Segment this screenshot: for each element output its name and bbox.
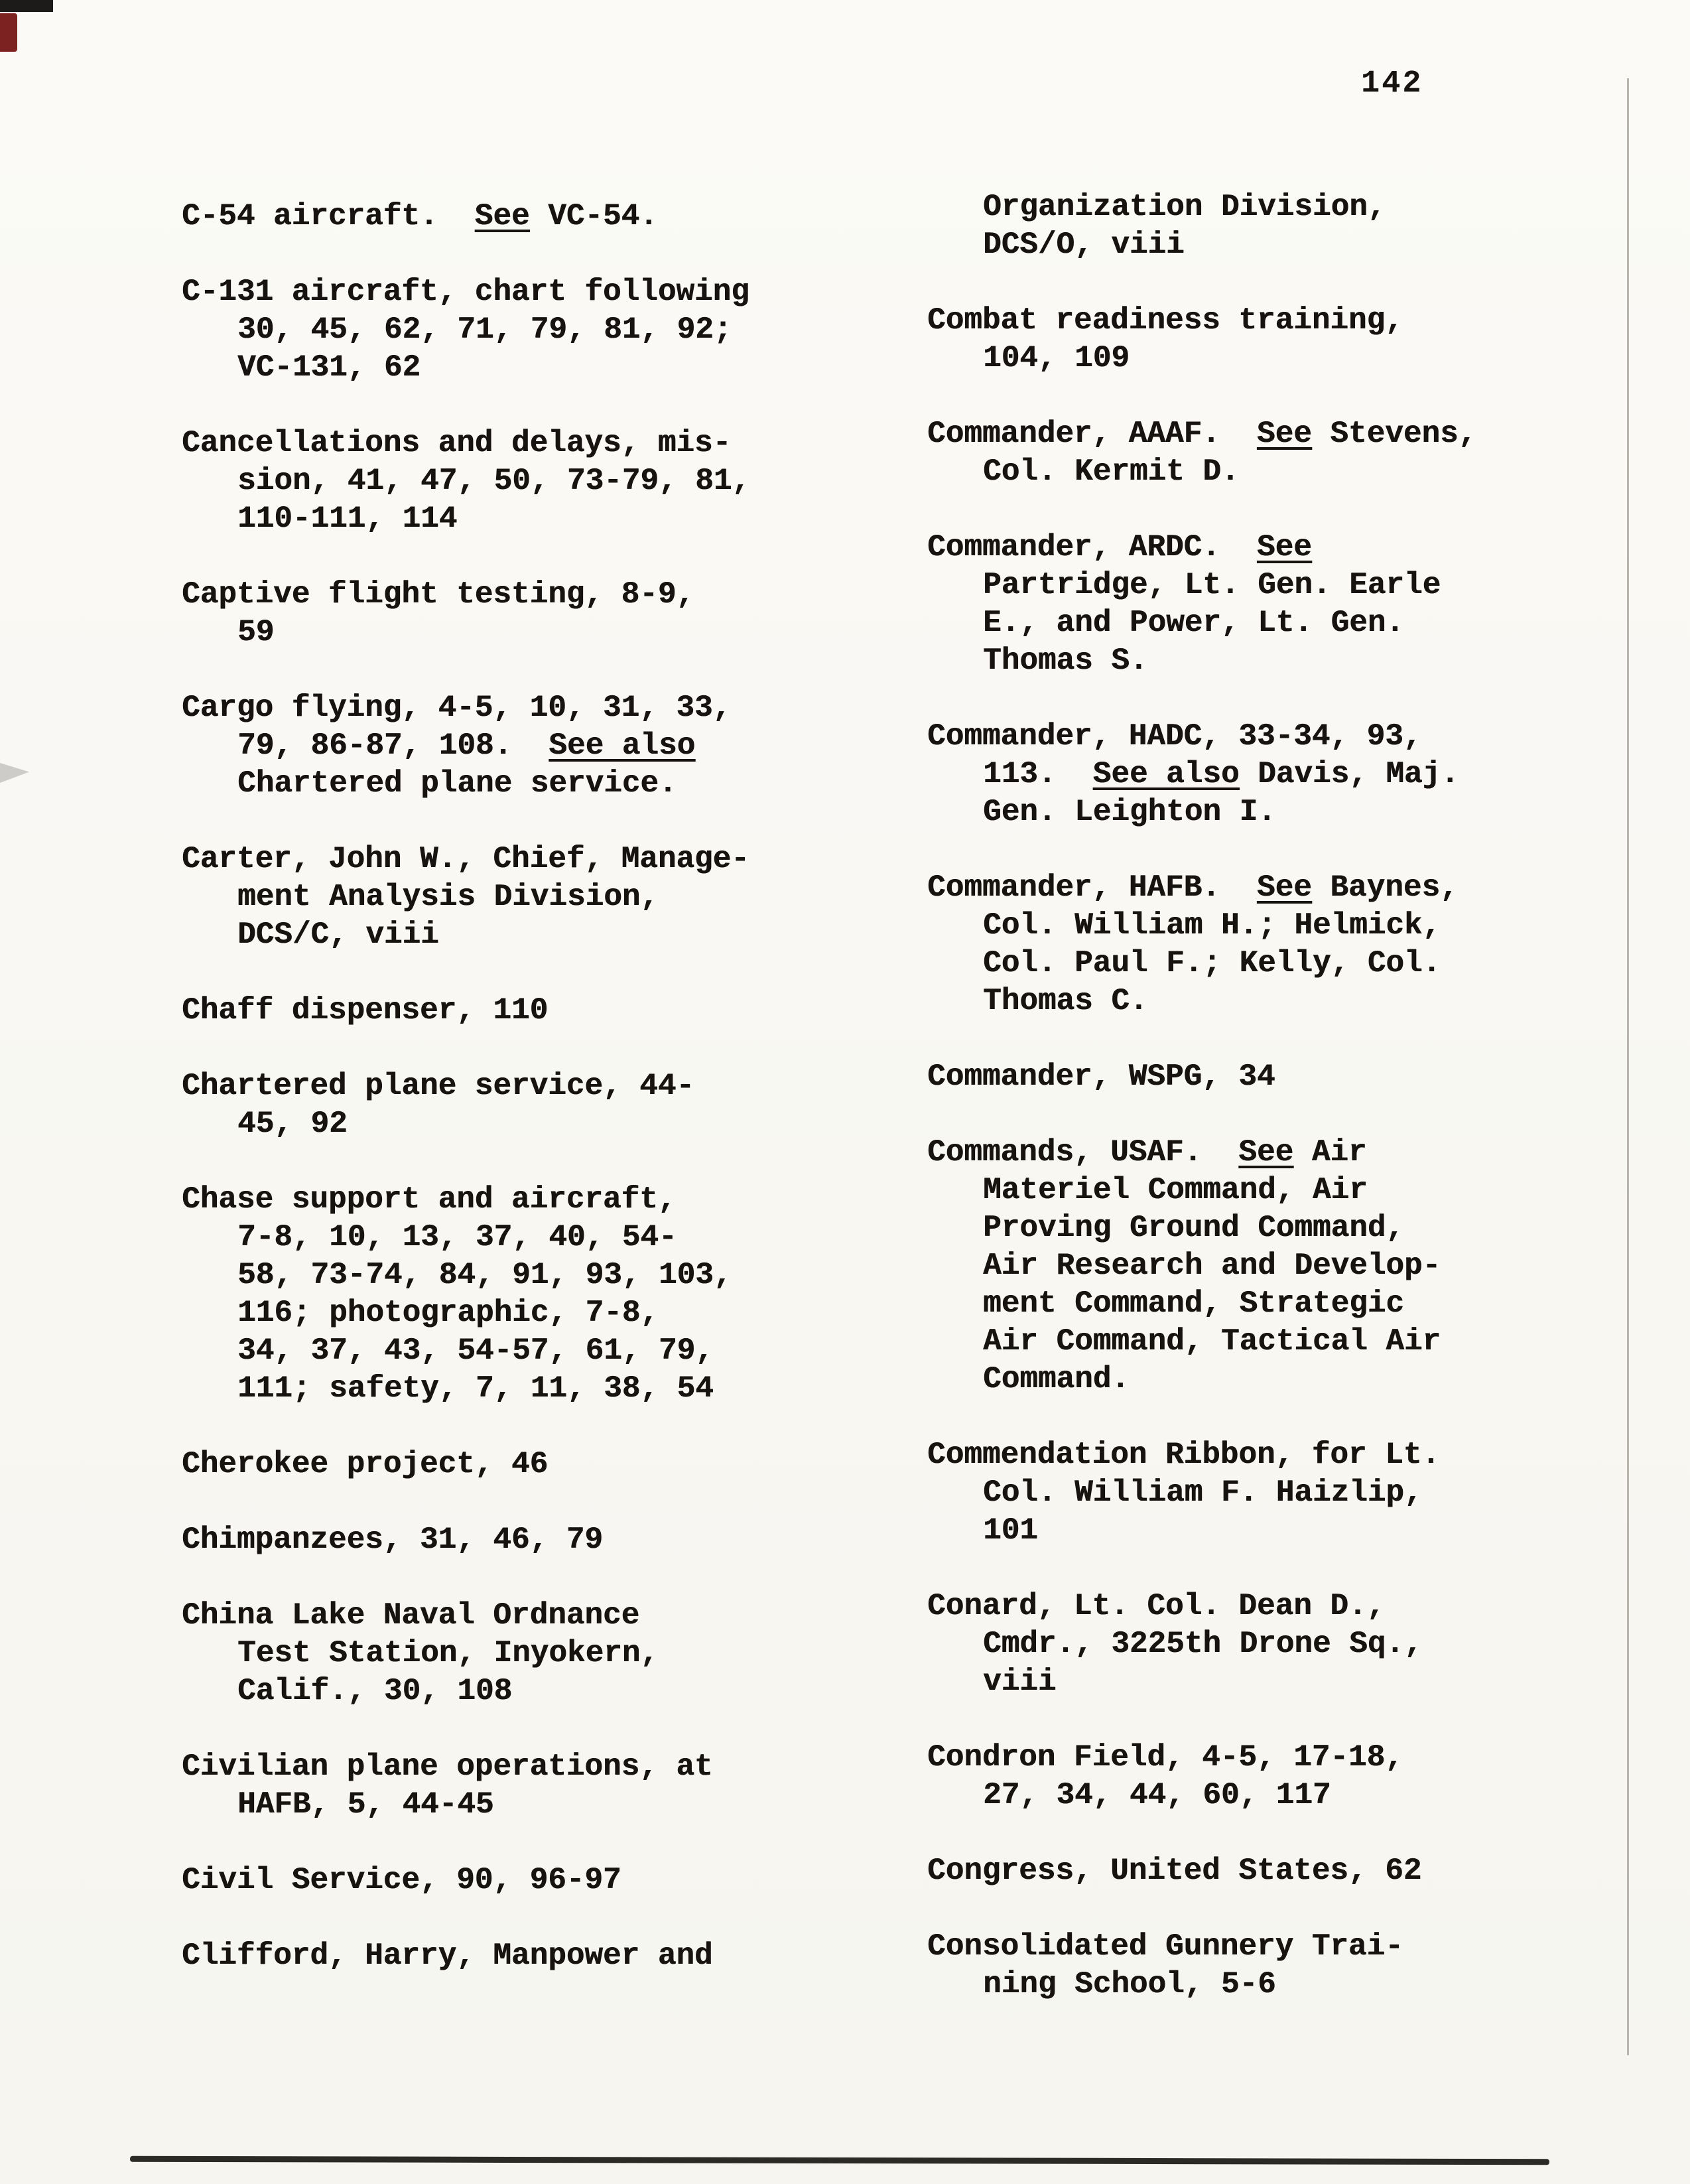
index-line <box>927 1625 1663 1663</box>
index-text: HAFB, 5, 44-45 <box>237 1787 494 1822</box>
index-text: Gen. Leighton I. <box>983 795 1276 829</box>
index-line <box>927 718 1663 756</box>
index-text: E., and Power, Lt. Gen. <box>983 606 1404 640</box>
index-text: Chartered plane service. <box>237 766 677 801</box>
index-line <box>927 1777 1663 1814</box>
index-text: Thomas C. <box>983 984 1148 1018</box>
index-text: Col. William H.; Helmick, <box>983 908 1441 943</box>
index-text: 104, 109 <box>983 341 1130 375</box>
index-line <box>182 1181 925 1219</box>
index-entry <box>927 1852 1663 1890</box>
index-line <box>927 340 1663 377</box>
index-text: Chaff dispenser, 110 <box>182 993 549 1028</box>
index-entry-continuation <box>927 188 1663 264</box>
index-line <box>182 1219 925 1257</box>
index-text: 27, 34, 44, 60, 117 <box>983 1778 1331 1812</box>
index-line <box>182 1748 925 1786</box>
index-text: Commander, ARDC. <box>927 530 1257 565</box>
index-text: Commander, WSPG, 34 <box>927 1059 1275 1094</box>
index-entry <box>182 689 925 803</box>
index-line <box>927 1739 1663 1777</box>
index-text: DCS/O, viii <box>983 228 1185 262</box>
index-line <box>927 1058 1663 1096</box>
index-text: 111; safety, 7, 11, 38, 54 <box>237 1371 714 1406</box>
index-text: Air Research and Develop- <box>983 1249 1441 1283</box>
index-entry <box>182 198 925 236</box>
index-line <box>927 188 1663 226</box>
index-text: Commands, USAF. <box>927 1135 1239 1170</box>
cross-reference-text: See <box>1238 1135 1294 1170</box>
index-line <box>182 1332 925 1370</box>
index-line <box>182 1672 925 1710</box>
index-entry <box>182 1446 925 1483</box>
index-text: Davis, Maj. <box>1239 757 1459 791</box>
index-text: Stevens, <box>1311 417 1477 451</box>
index-text: Air Command, Tactical Air <box>983 1324 1441 1359</box>
index-entry <box>182 1521 925 1559</box>
index-text: Test Station, Inyokern, <box>237 1636 659 1671</box>
index-text: Consolidated Gunnery Trai- <box>927 1929 1403 1964</box>
index-text: sion, 41, 47, 50, 73-79, 81, <box>237 464 750 498</box>
index-text: Thomas S. <box>983 644 1148 678</box>
index-line <box>182 311 925 349</box>
index-text: Chimpanzees, 31, 46, 79 <box>182 1523 603 1557</box>
index-text: 7-8, 10, 13, 37, 40, 54- <box>237 1220 677 1255</box>
index-line <box>182 916 925 954</box>
index-line <box>182 1521 925 1559</box>
index-text: 58, 73-74, 84, 91, 93, 103, <box>237 1258 732 1292</box>
index-line <box>927 226 1663 264</box>
index-entry <box>182 1862 925 1899</box>
index-line <box>927 604 1663 642</box>
index-line <box>182 273 925 311</box>
index-text: C-131 aircraft, chart following <box>182 275 749 309</box>
index-line <box>182 1105 925 1143</box>
index-entry <box>927 1739 1663 1814</box>
index-line <box>927 1512 1663 1550</box>
index-text: Commander, HAFB. <box>927 870 1257 905</box>
index-text: 116; photographic, 7-8, <box>237 1296 659 1330</box>
index-text: Clifford, Harry, Manpower and <box>182 1939 713 1973</box>
index-line <box>927 1588 1663 1625</box>
index-text: viii <box>983 1665 1057 1699</box>
scan-artifact-top-black-mark <box>0 0 53 12</box>
index-entry <box>182 1067 925 1143</box>
index-text: 79, 86-87, 108. <box>237 728 549 763</box>
index-text: Cmdr., 3225th Drone Sq., <box>983 1627 1423 1661</box>
index-text: Commander, AAAF. <box>927 417 1257 451</box>
scan-artifact-red-mark <box>0 13 17 52</box>
index-text: Calif., 30, 108 <box>237 1674 513 1708</box>
index-text: Col. Kermit D. <box>983 454 1240 489</box>
index-entry <box>927 302 1663 377</box>
index-line <box>182 1635 925 1672</box>
index-entry <box>927 718 1663 831</box>
index-text: VC-131, 62 <box>237 350 421 385</box>
index-line <box>927 1663 1663 1701</box>
index-line <box>927 793 1663 831</box>
index-entry <box>182 425 925 538</box>
cross-reference-text: See <box>1256 870 1312 905</box>
index-text: 113. <box>983 757 1093 791</box>
index-line <box>182 198 925 236</box>
index-line <box>927 529 1663 567</box>
index-text: China Lake Naval Ordnance <box>182 1598 640 1633</box>
cross-reference-text: See also <box>549 728 696 763</box>
index-line <box>927 302 1663 340</box>
index-line <box>927 1285 1663 1323</box>
index-line <box>182 1446 925 1483</box>
index-line <box>182 841 925 878</box>
index-text: Chartered plane service, 44- <box>182 1069 694 1103</box>
index-entry <box>927 529 1663 680</box>
index-line <box>182 1862 925 1899</box>
page-number: 142 <box>1361 66 1423 102</box>
index-entry <box>927 1928 1663 2004</box>
index-line <box>927 869 1663 907</box>
index-text: Conard, Lt. Col. Dean D., <box>927 1589 1386 1623</box>
index-text: 45, 92 <box>237 1107 348 1141</box>
index-text: Proving Ground Command, <box>983 1211 1404 1245</box>
index-line <box>927 415 1663 453</box>
index-line <box>182 1937 925 1975</box>
index-line <box>927 1966 1663 2004</box>
index-entry <box>182 1597 925 1710</box>
index-line <box>927 453 1663 491</box>
index-line <box>182 1597 925 1635</box>
index-line <box>182 727 925 765</box>
index-line <box>927 1247 1663 1285</box>
index-text: VC-54. <box>529 199 658 234</box>
index-text: Col. William F. Haizlip, <box>983 1475 1423 1510</box>
index-text: Air <box>1293 1135 1367 1170</box>
index-line <box>927 567 1663 604</box>
index-text: Col. Paul F.; Kelly, Col. <box>983 946 1441 981</box>
index-text: C-54 aircraft. <box>182 199 475 234</box>
index-line <box>182 1370 925 1408</box>
index-line <box>182 349 925 387</box>
scan-artifact-left-smudge <box>0 763 29 783</box>
index-text: Baynes, <box>1311 870 1459 905</box>
index-line <box>182 765 925 803</box>
index-line <box>182 689 925 727</box>
index-entry <box>182 992 925 1030</box>
index-line <box>927 1474 1663 1512</box>
index-column-left <box>182 198 925 2013</box>
index-line <box>927 642 1663 680</box>
index-line <box>182 992 925 1030</box>
index-text: Congress, United States, 62 <box>927 1854 1422 1888</box>
index-text: 59 <box>237 615 275 649</box>
index-entry <box>927 1134 1663 1399</box>
cross-reference-text: See also <box>1092 757 1240 791</box>
index-line <box>182 462 925 500</box>
index-text: Commendation Ribbon, for Lt. <box>927 1438 1440 1472</box>
index-text: Materiel Command, Air <box>983 1173 1368 1207</box>
index-text: Cherokee project, 46 <box>182 1447 549 1481</box>
index-line <box>182 1257 925 1294</box>
index-line <box>182 1067 925 1105</box>
index-entry <box>182 273 925 387</box>
index-entry <box>182 1181 925 1408</box>
index-text: ment Command, Strategic <box>983 1286 1404 1321</box>
index-text: Cancellations and delays, mis- <box>182 426 732 460</box>
index-line <box>182 878 925 916</box>
index-line <box>927 1436 1663 1474</box>
index-text: Civilian plane operations, at <box>182 1749 713 1784</box>
scan-artifact-bottom-line <box>130 2156 1549 2165</box>
index-line <box>927 1361 1663 1399</box>
index-entry <box>927 1058 1663 1096</box>
index-entry <box>927 1436 1663 1550</box>
index-line <box>927 1323 1663 1361</box>
index-text: Combat readiness training, <box>927 303 1403 338</box>
index-line <box>927 1172 1663 1209</box>
index-text: Organization Division, <box>983 190 1386 224</box>
index-line <box>182 1294 925 1332</box>
index-line <box>182 614 925 651</box>
index-entry <box>182 576 925 651</box>
index-line <box>927 983 1663 1020</box>
index-line <box>182 500 925 538</box>
index-text: Carter, John W., Chief, Manage- <box>182 842 749 876</box>
index-entry <box>927 415 1663 491</box>
index-text: 101 <box>983 1513 1038 1548</box>
index-entry <box>927 1588 1663 1701</box>
index-line <box>927 945 1663 983</box>
index-text: 30, 45, 62, 71, 79, 81, 92; <box>237 312 732 347</box>
index-text: Partridge, Lt. Gen. Earle <box>983 568 1441 602</box>
index-text: Chase support and aircraft, <box>182 1182 677 1217</box>
index-text: 34, 37, 43, 54-57, 61, 79, <box>237 1333 714 1368</box>
index-line <box>927 1209 1663 1247</box>
index-text: Condron Field, 4-5, 17-18, <box>927 1740 1403 1775</box>
cross-reference-text: See <box>1256 417 1312 451</box>
index-text: Cargo flying, 4-5, 10, 31, 33, <box>182 691 732 725</box>
index-text: DCS/C, viii <box>237 918 439 952</box>
index-text: ning School, 5-6 <box>983 1967 1276 2002</box>
cross-reference-text: See <box>474 199 530 234</box>
index-entry <box>182 1937 925 1975</box>
index-text: ment Analysis Division, <box>237 880 659 914</box>
index-entry <box>927 869 1663 1020</box>
cross-reference-text: See <box>1256 530 1312 565</box>
index-entry <box>182 1748 925 1824</box>
index-entry <box>182 841 925 954</box>
index-line <box>927 1928 1663 1966</box>
index-line <box>927 1134 1663 1172</box>
index-text: Commander, HADC, 33-34, 93, <box>927 719 1422 754</box>
index-line <box>927 907 1663 945</box>
index-line <box>927 1852 1663 1890</box>
index-line <box>182 1786 925 1824</box>
index-line <box>182 425 925 462</box>
index-text: Captive flight testing, 8-9, <box>182 577 694 612</box>
index-line <box>927 756 1663 793</box>
index-text: Command. <box>983 1362 1130 1397</box>
index-text: Civil Service, 90, 96-97 <box>182 1863 621 1897</box>
index-text: 110-111, 114 <box>237 502 458 536</box>
index-line <box>182 576 925 614</box>
index-column-right <box>927 188 1663 2041</box>
